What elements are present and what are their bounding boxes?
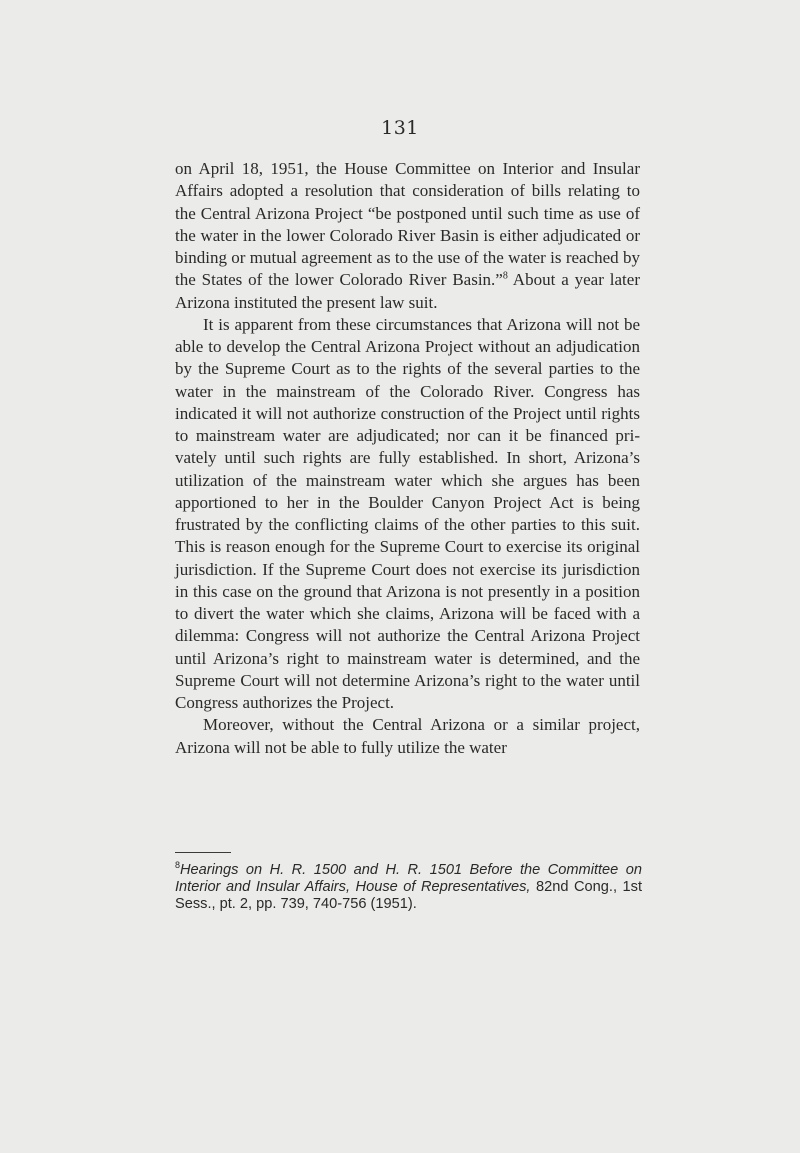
footnote-citation-title: Hearings on H. R. 1500 and H. R. 1501 Before the Committee on Interior and Insular Affairs, House of Representatives, [175,862,642,895]
footnote-citation-details: 82nd Cong., 1st Sess., pt. 2, pp. 739, 740-756 (1951). [175,879,642,912]
body-text [175,158,640,759]
paragraph-1 [175,158,640,314]
paragraph-1-text-continued: About a year later Arizona instituted the present law suit. [175,270,640,312]
footnote [175,862,642,913]
footnote-reference: 8 [502,270,508,282]
paragraph-1-text: on April 18, 1951, the House Committee on Interior and Insular Affairs adopted a resolution that consideration of bills relating to the Central Arizona Project “be postponed until such time as use of the water in the lower Colorado River Basin is either adjudicated or binding or mutual agreement as to the use of the water is reached by the States of the lower Colorado River Basin.” [175,159,640,290]
footnote-marker: 8 [175,860,181,871]
paragraph-3: Moreover, without the Central Arizona or a similar project, Arizona will not be able to fully utilize the water [175,715,640,757]
page-number: 131 [381,117,419,139]
footnote-divider [175,852,231,853]
paragraph-2: It is apparent from these circumstances that Arizona will not be able to develop the Central Arizona Project without an adjudication by the Supreme Court as to the rights of the several parties to the water in the mainstream of the Colorado River. Congress has indicated it will not authorize construction of the Project until rights to mainstream water are adjudicated; nor can it be financed privately until such rights are fully established. In short, Arizona’s utilization of the mainstream water which she argues has been apportioned to her in the Boulder Canyon Project Act is being frustrated by the conflicting claims of the other parties to this suit. This is reason enough for the Supreme Court to exercise its original jurisdiction. If the Supreme Court does not exercise its jurisdiction in this case on the ground that Arizona is not presently in a position to divert the water which she claims, Arizona will be faced with a dilemma: Congress will not authorize the Central Arizona Project until Arizona’s right to mainstream water is determined, and the Supreme Court will not determine Arizona’s right to the water until Congress authorizes the Project. [175,314,640,712]
